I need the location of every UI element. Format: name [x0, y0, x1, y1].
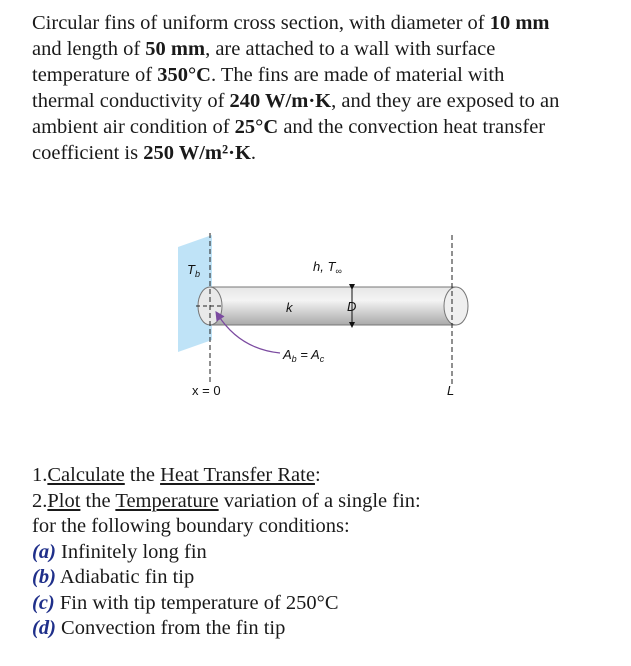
case-b: (b) Adiabatic fin tip [32, 566, 195, 588]
fin-diagram-svg [160, 225, 480, 410]
fin-rod [210, 287, 456, 325]
fin-diagram [160, 225, 480, 410]
task-2: 2.Plot the Temperature variation of a single fin: [32, 489, 421, 512]
tb-label: $T_b$ [187, 262, 200, 279]
problem-statement [32, 10, 622, 166]
case-a: (a) Infinitely long fin [32, 540, 207, 563]
fin-tip-face [444, 287, 468, 325]
problem-line-4: thermal conductivity of 240 W/m·K, and they are exposed to an [32, 90, 560, 112]
problem-line-6: coefficient is 250 W/m²·K. [32, 142, 257, 164]
area-label: $A_b = A_c$ [283, 347, 325, 364]
case-c: (c) Fin with tip temperature of 250°C [32, 591, 339, 614]
x0-label: x = 0 [192, 383, 221, 398]
problem-line-2: and length of 50 mm, are attached to a wall with surface [32, 38, 496, 60]
problem-line-1: Circular fins of uniform cross section, with diameter of 10 mm [32, 12, 550, 34]
problem-line-3: temperature of 350°C. The fins are made of material with [32, 64, 505, 86]
task-list [32, 463, 622, 642]
h-tinf-label: h, $T_\infty$ [313, 259, 342, 276]
task-3: for the following boundary conditions: [32, 515, 350, 537]
task-1: 1.Calculate the Heat Transfer Rate: [32, 464, 321, 486]
case-d: (d) Convection from the fin tip [32, 617, 286, 639]
k-label: k [286, 300, 293, 315]
problem-line-5: ambient air condition of 25°C and the convection heat transfer [32, 116, 546, 138]
length-label: L [447, 383, 455, 398]
d-label: D [347, 299, 357, 314]
